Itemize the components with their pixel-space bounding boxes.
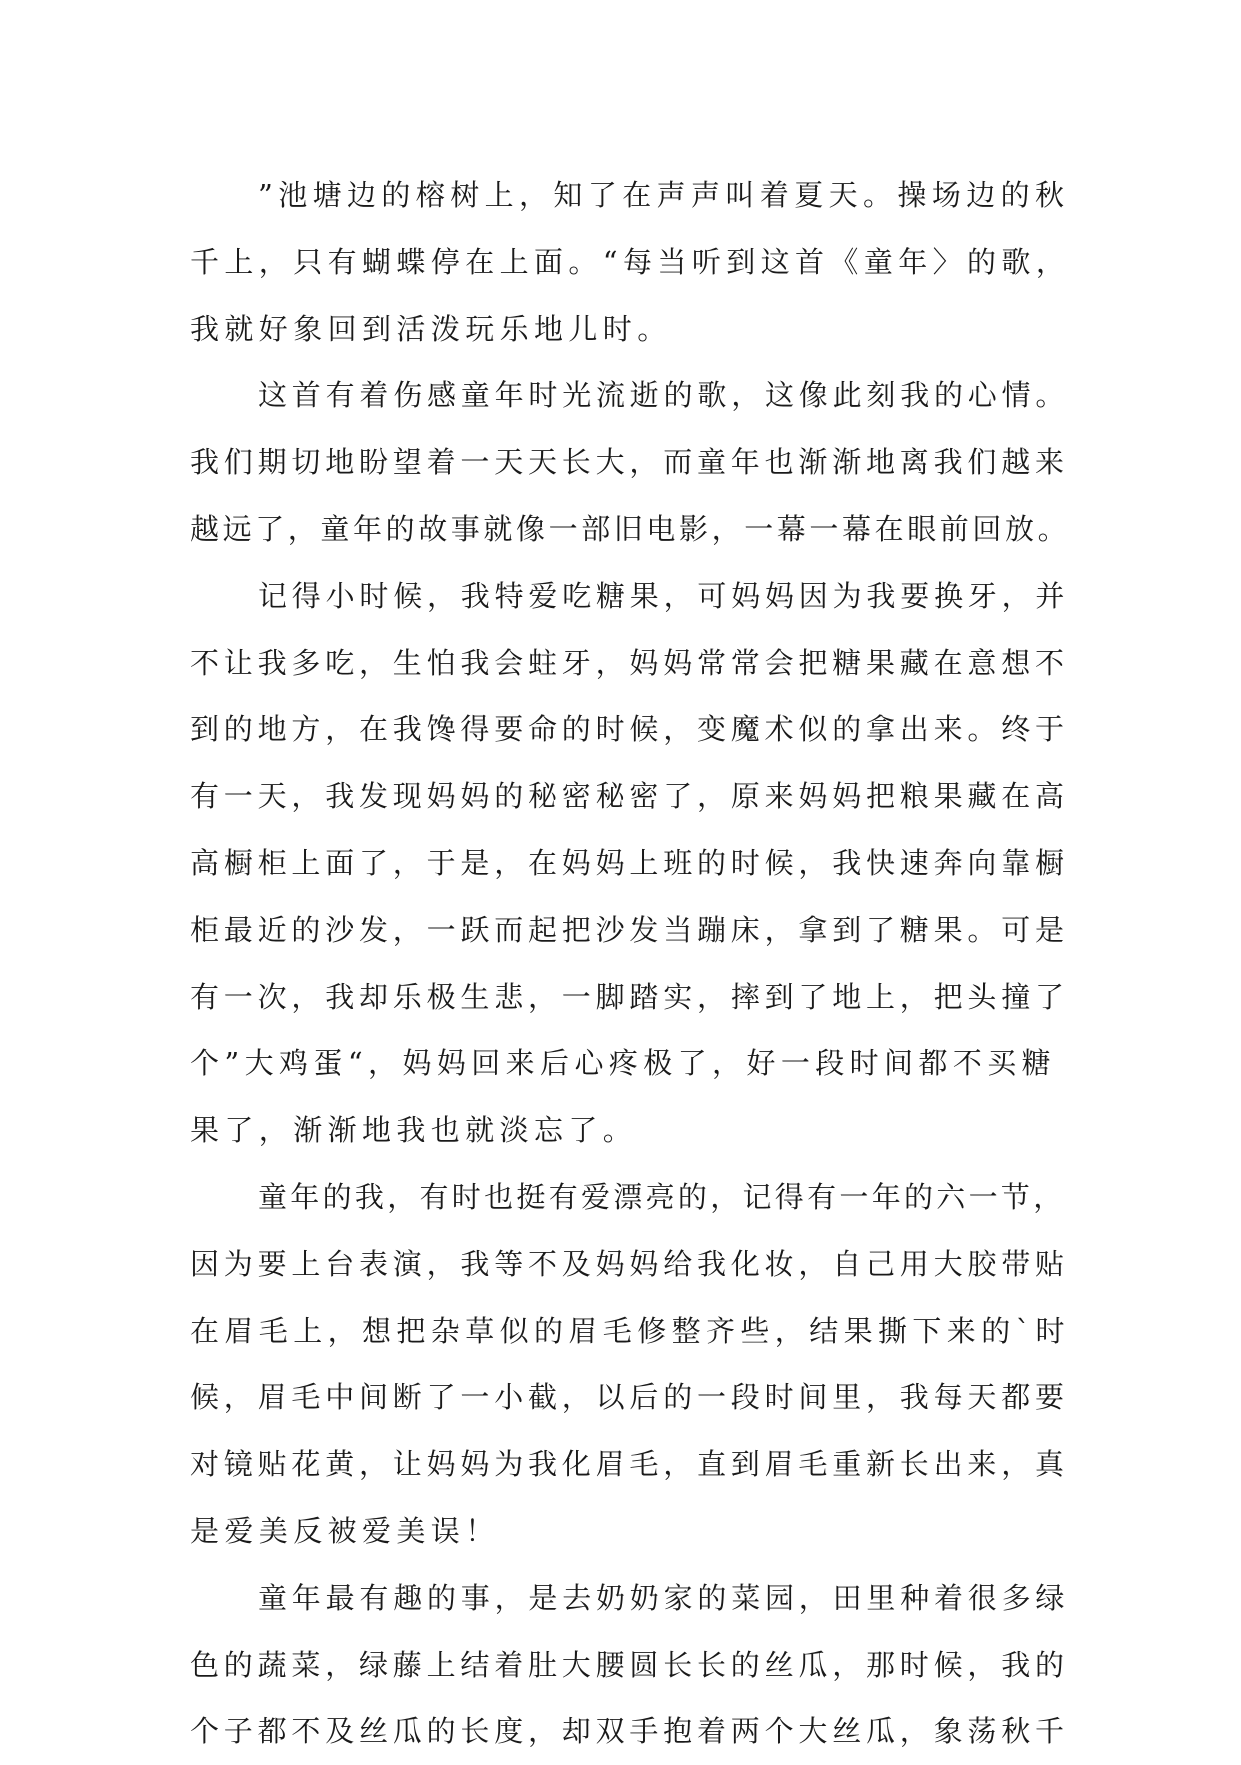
text-line: 在眉毛上，想把杂草似的眉毛修整齐些，结果撕下来的`时 <box>190 1313 1070 1348</box>
text-line: 果了，渐渐地我也就淡忘了。 <box>190 1113 638 1148</box>
text-line: 童年的我，有时也挺有爱漂亮的，记得有一年的六一节， <box>258 1179 1066 1214</box>
text-line: 有一天，我发现妈妈的秘密秘密了，原来妈妈把粮果藏在高 <box>190 779 1069 814</box>
text-line: 童年最有趣的事，是去奶奶家的菜园，田里种着很多绿 <box>258 1580 1070 1615</box>
text-line: 到的地方，在我馋得要命的时候，变魔术似的拿出来。终于 <box>190 712 1069 747</box>
text-line: ”池塘边的榕树上，知了在声声叫着夏天。操场边的秋 <box>258 178 1070 212</box>
text-line: 候，眉毛中间断了一小截，以后的一段时间里，我每天都要 <box>190 1380 1069 1415</box>
text-line: 因为要上台表演，我等不及妈妈给我化妆，自己用大胶带贴 <box>190 1246 1069 1281</box>
document-body <box>190 162 1070 1765</box>
text-line: 对镜贴花黄，让妈妈为我化眉毛，直到眉毛重新长出来，真 <box>190 1447 1069 1482</box>
text-line: 越远了，童年的故事就像一部旧电影，一幕一幕在眼前回放。 <box>190 511 1071 546</box>
text-line: 我就好象回到活泼玩乐地儿时。 <box>190 311 672 346</box>
text-line: 不让我多吃，生怕我会蛀牙，妈妈常常会把糖果藏在意想不 <box>190 645 1069 680</box>
text-line: 千上，只有蝴蝶停在上面。“每当听到这首《童年〉的歌， <box>190 244 1071 279</box>
text-line: 高橱柜上面了，于是，在妈妈上班的时候，我快速奔向靠橱 <box>190 845 1069 880</box>
text-line: 记得小时候，我特爱吃糖果，可妈妈因为我要换牙，并 <box>258 578 1070 613</box>
text-line: 有一次，我却乐极生悲，一脚踏实，摔到了地上，把头撞了 <box>190 979 1069 1014</box>
text-line: 色的蔬菜，绿藤上结着肚大腰圆长长的丝瓜，那时候，我的 <box>190 1647 1069 1682</box>
text-line: 个”大鸡蛋“，妈妈回来后心疼极了，好一段时间都不买糖 <box>190 1046 1057 1081</box>
text-line: 个子都不及丝瓜的长度，却双手抱着两个大丝瓜，象荡秋千 <box>190 1714 1069 1749</box>
text-line: 是爱美反被爱美误！ <box>190 1513 500 1548</box>
text-line: 我们期切地盼望着一天天长大，而童年也渐渐地离我们越来 <box>190 445 1069 480</box>
text-line: 柜最近的沙发，一跃而起把沙发当蹦床，拿到了糖果。可是 <box>190 912 1069 947</box>
text-line: 这首有着伤感童年时光流逝的歌，这像此刻我的心情。 <box>258 378 1070 413</box>
